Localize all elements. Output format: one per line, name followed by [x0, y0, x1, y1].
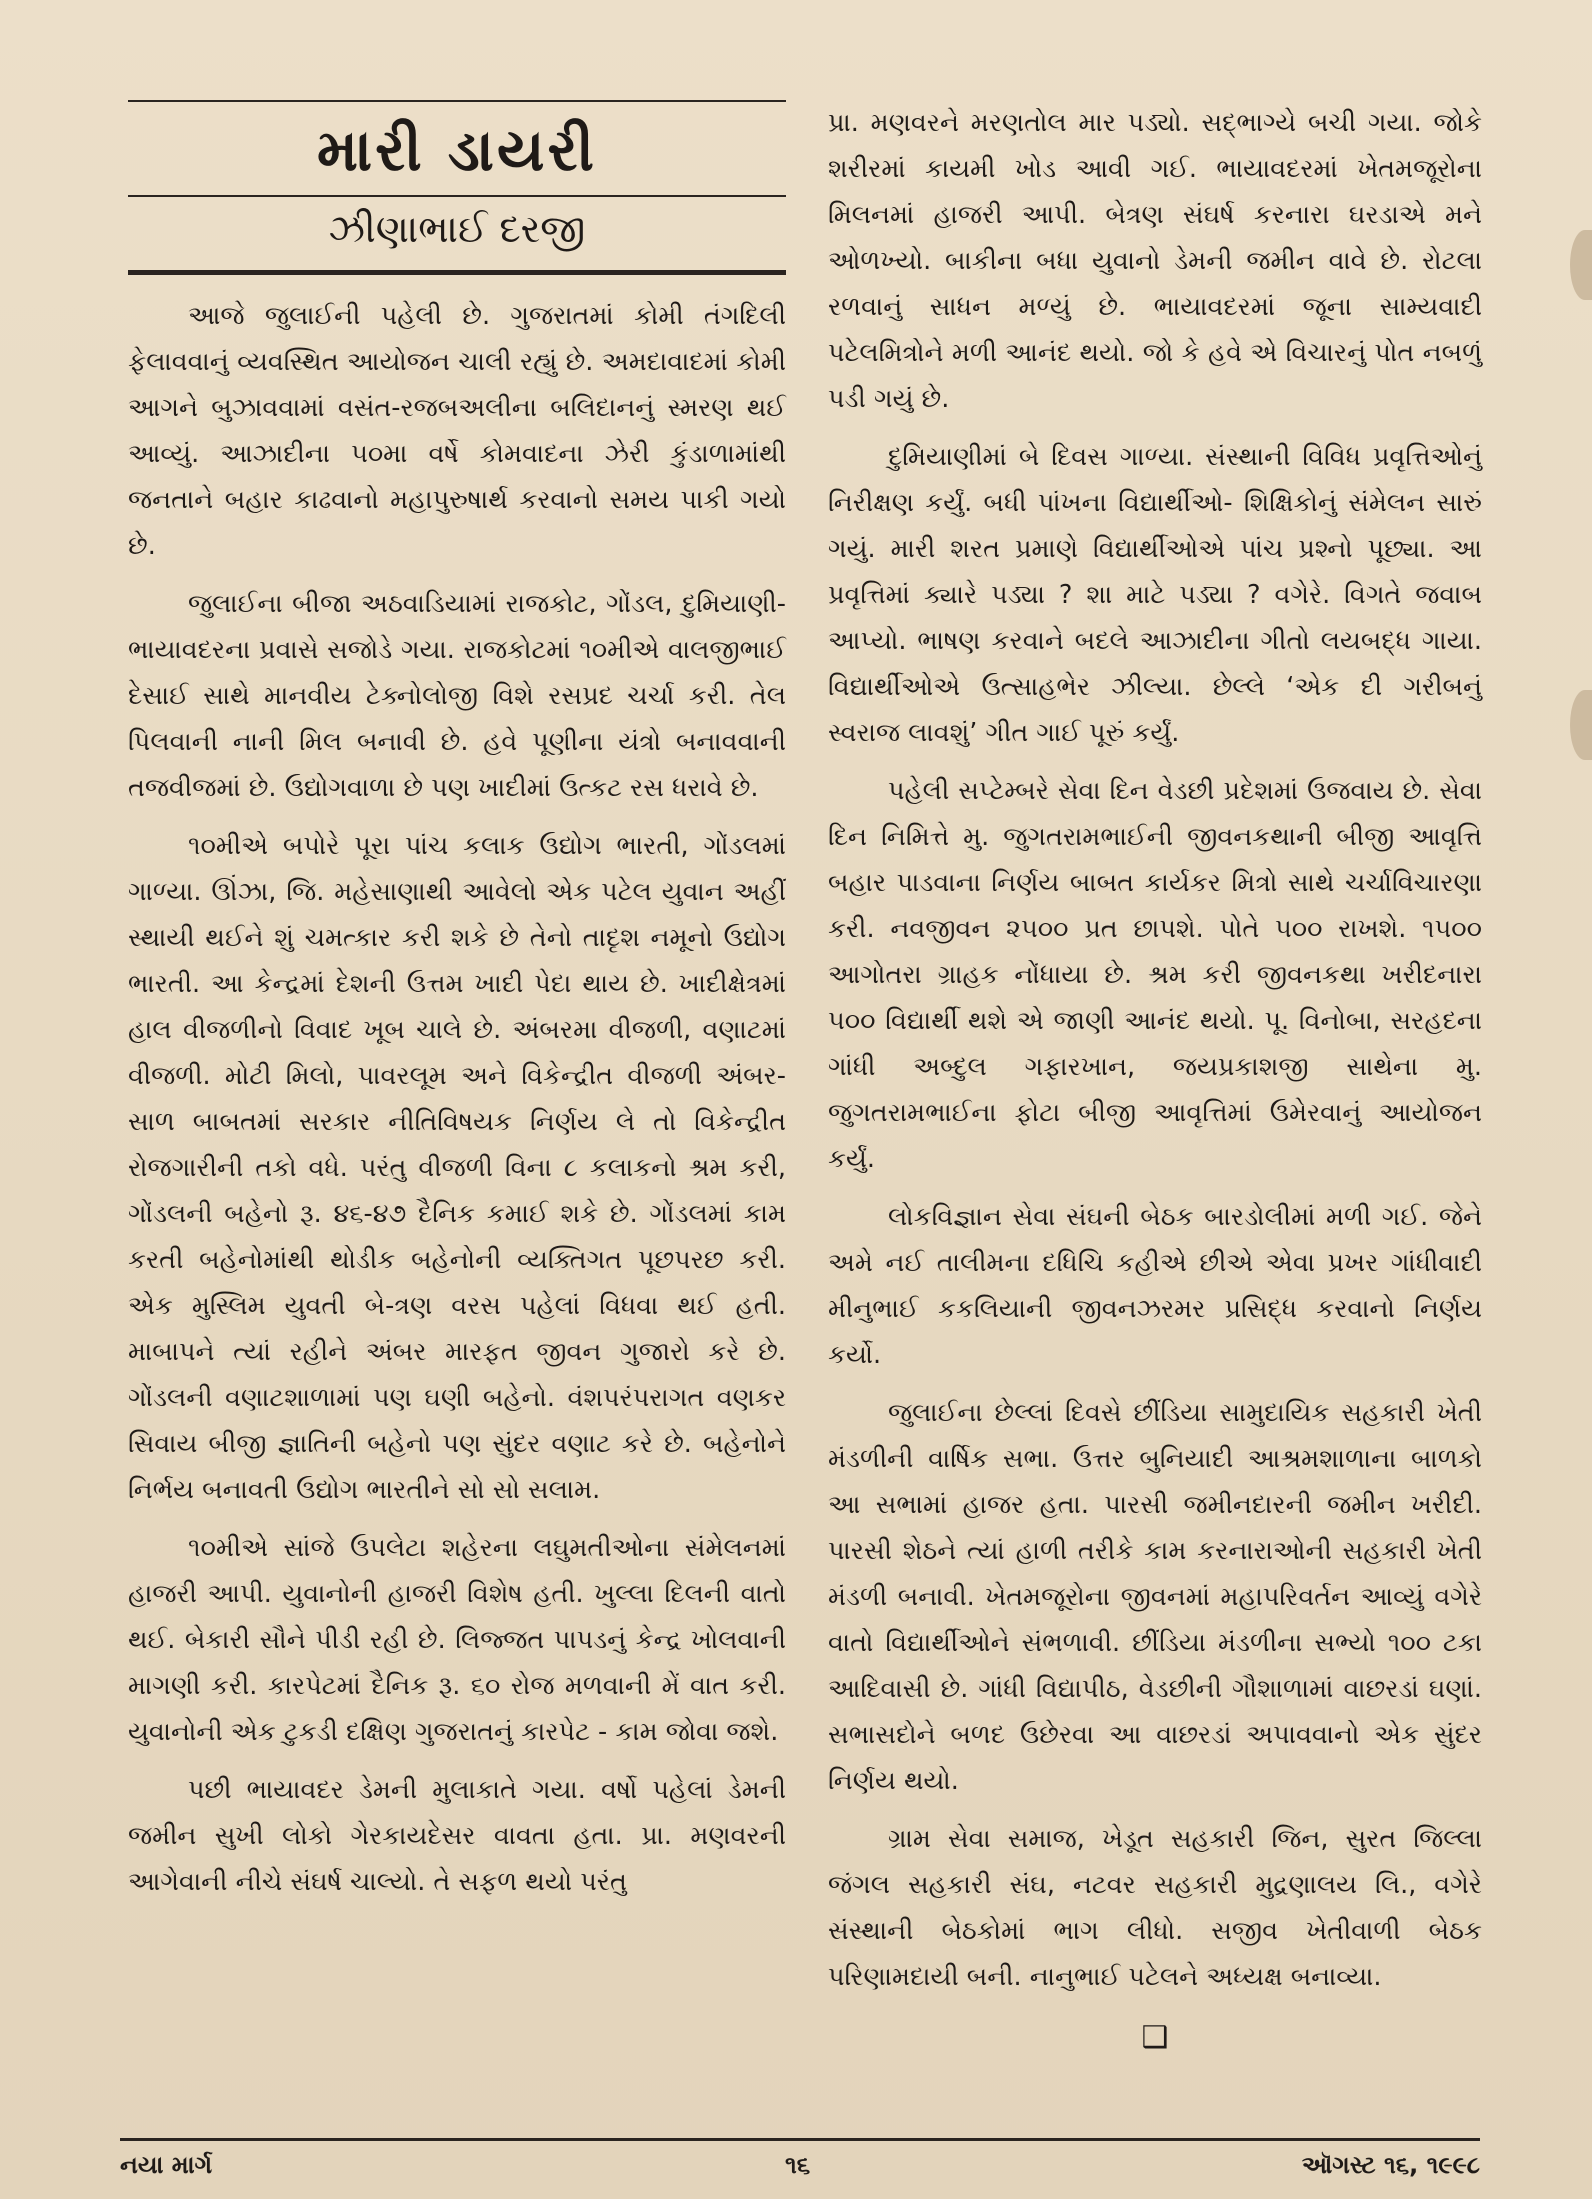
page-number: ૧૬ [785, 2151, 811, 2179]
paragraph: ગ્રામ સેવા સમાજ, ખેડૂત સહકારી જિન, સુરત જિલ્લા જંગલ સહકારી સંઘ, નટવર સહકારી મુદ્રણાલય લિ., વગેરે સંસ્થાની બેઠકોમાં ભાગ લીધો. સજીવ ખેતીવાળી બેઠક પરિણામદાયી બની. નાનુભાઈ પટેલને અધ્યક્ષ બનાવ્યા. [828, 1824, 1482, 1992]
paragraph: પહેલી સપ્ટેમ્બરે સેવા દિન વેડછી પ્રદેશમાં ઉજવાય છે. સેવા દિન નિમિત્તે મુ. જુગતરામભાઈની જીવનકથાની બીજી આવૃત્તિ બહાર પાડવાના નિર્ણય બાબત કાર્યકર મિત્રો સાથે ચર્ચાવિચારણા કરી. નવજીવન ૨૫૦૦ પ્રત છાપશે. પોતે ૫૦૦ રાખશે. ૧૫૦૦ આગોતરા ગ્રાહક નોંધાયા છે. શ્રમ કરી જીવનકથા ખરીદનારા ૫૦૦ વિદ્યાર્થી થશે એ જાણી આનંદ થયો. પૂ. વિનોબા, સરહદના ગાંધી અબ્દુલ ગફારખાન, જયપ્રકાશજી સાથેના મુ. જુગતરામભાઈના ફોટા બીજી આવૃત્તિમાં ઉમેરવાનું આયોજન કર્યું. [828, 776, 1482, 1174]
publication-name: નયા માર્ગ [120, 2151, 213, 2179]
paragraph: દુમિયાણીમાં બે દિવસ ગાળ્યા. સંસ્થાની વિવિધ પ્રવૃત્તિઓનું નિરીક્ષણ કર્યું. બધી પાંખના વિદ્યાર્થીઓ- શિક્ષિકોનું સંમેલન સારું ગયું. મારી શરત પ્રમાણે વિદ્યાર્થીઓએ પાંચ પ્રશ્નો પૂછ્યા. આ પ્રવૃત્તિમાં ક્યારે પડ્યા ? શા માટે પડ્યા ? વગેરે. વિગતે જવાબ આપ્યો. ભાષણ કરવાને બદલે આઝાદીના ગીતો લયબદ્ધ ગાયા. વિદ્યાર્થીઓએ ઉત્સાહભેર ઝીલ્યા. છેલ્લે ‘એક દી ગરીબનું સ્વરાજ લાવશું’ ગીત ગાઈ પૂરું કર્યું. [828, 442, 1482, 748]
paragraph: પ્રા. મણવરને મરણતોલ માર પડ્યો. સદ્ભાગ્યે બચી ગયા. જોકે શરીરમાં કાયમી ખોડ આવી ગઈ. ભાયાવદરમાં ખેતમજૂરોના મિલનમાં હાજરી આપી. બેત્રણ સંઘર્ષ કરનારા ઘરડાએ મને ઓળખ્યો. બાકીના બધા યુવાનો ડેમની જમીન વાવે છે. રોટલા રળવાનું સાધન મળ્યું છે. ભાયાવદરમાં જૂના સામ્યવાદી પટેલમિત્રોને મળી આનંદ થયો. જો કે હવે એ વિચારનું પોત નબળું પડી ગયું છે. [828, 108, 1482, 414]
page-footer [120, 2138, 1480, 2181]
author-name: ઝીણાભાઈ દરજી [328, 207, 586, 251]
paragraph: લોકવિજ્ઞાન સેવા સંઘની બેઠક બારડોલીમાં મળી ગઈ. જેને અમે નઈ તાલીમના દધિચિ કહીએ છીએ એવા પ્રખર ગાંધીવાદી મીનુભાઈ કકલિયાની જીવનઝરમર પ્રસિદ્ધ કરવાનો નિર્ણય કર્યો. [828, 1202, 1482, 1370]
page-tear-mark [1570, 690, 1592, 760]
left-column [128, 100, 786, 1917]
paragraph: પછી ભાયાવદર ડેમની મુલાકાતે ગયા. વર્ષો પહેલાં ડેમની જમીન સુખી લોકો ગેરકાયદેસર વાવતા હતા. પ્રા. મણવરની આગેવાની નીચે સંઘર્ષ ચાલ્યો. તે સફળ થયો પરંતુ [128, 1775, 786, 1897]
right-column [828, 100, 1482, 2055]
end-square-icon: ❑ [1141, 2020, 1169, 2055]
article-title: મારી ડાયરી [316, 116, 598, 184]
paragraph: ૧૦મીએ સાંજે ઉપલેટા શહેરના લઘુમતીઓના સંમેલનમાં હાજરી આપી. યુવાનોની હાજરી વિશેષ હતી. ખુલ્લા દિલની વાતો થઈ. બેકારી સૌને પીડી રહી છે. લિજ્જત પાપડનું કેન્દ્ર ખોલવાની માગણી કરી. કારપેટમાં દૈનિક રૂ. ૬૦ રોજ મળવાની મેં વાત કરી. યુવાનોની એક ટુકડી દક્ષિણ ગુજરાતનું કારપેટ - કામ જોવા જશે. [128, 1533, 786, 1747]
title-rule [128, 195, 786, 197]
paragraph: જુલાઈના બીજા અઠવાડિયામાં રાજકોટ, ગોંડલ, દુમિયાણી-ભાયાવદરના પ્રવાસે સજોડે ગયા. રાજકોટમાં ૧૦મીએ વાલજીભાઈ દેસાઈ સાથે માનવીય ટેક્નોલોજી વિશે રસપ્રદ ચર્ચા કરી. તેલ પિલવાની નાની મિલ બનાવી છે. હવે પૂણીના યંત્રો બનાવવાની તજવીજમાં છે. ઉદ્યોગવાળા છે પણ ખાદીમાં ઉત્કટ રસ ધરાવે છે. [128, 589, 786, 803]
author-rule [128, 270, 786, 275]
top-rule [128, 100, 786, 102]
issue-date: ઑગસ્ટ ૧૬, ૧૯૯૮ [1301, 2151, 1480, 2179]
page-tear-mark [1570, 230, 1592, 300]
paragraph: ૧૦મીએ બપોરે પૂરા પાંચ કલાક ઉદ્યોગ ભારતી, ગોંડલમાં ગાળ્યા. ઊંઝા, જિ. મહેસાણાથી આવેલો એક પટેલ યુવાન અહીં સ્થાયી થઈને શું ચમત્કાર કરી શકે છે તેનો તાદૃશ નમૂનો ઉદ્યોગ ભારતી. આ કેન્દ્રમાં દેશની ઉત્તમ ખાદી પેદા થાય છે. ખાદીક્ષેત્રમાં હાલ વીજળીનો વિવાદ ખૂબ ચાલે છે. અંબરમા વીજળી, વણાટમાં વીજળી. મોટી મિલો, પાવરલૂમ અને વિકેન્દ્રીત વીજળી અંબર-સાળ બાબતમાં સરકાર નીતિવિષયક નિર્ણય લે તો વિકેન્દ્રીત રોજગારીની તકો વધે. પરંતુ વીજળી વિના ૮ કલાકનો શ્રમ કરી, ગોંડલની બહેનો રૂ. ૪૬-૪૭ દૈનિક કમાઈ શકે છે. ગોંડલમાં કામ કરતી બહેનોમાંથી થોડીક બહેનોની વ્યક્તિગત પૂછપરછ કરી. એક મુસ્લિમ યુવતી બે-ત્રણ વરસ પહેલાં વિધવા થઈ હતી. માબાપને ત્યાં રહીને અંબર મારફત જીવન ગુજારો કરે છે. ગોંડલની વણાટશાળામાં પણ ઘણી બહેનો. વંશપરંપરાગત વણકર સિવાય બીજી જ્ઞાતિની બહેનો પણ સુંદર વણાટ કરે છે. બહેનોને નિર્ભય બનાવતી ઉદ્યોગ ભારતીને સો સો સલામ. [128, 831, 786, 1505]
paragraph: જુલાઈના છેલ્લાં દિવસે છીંડિયા સામુદાયિક સહકારી ખેતી મંડળીની વાર્ષિક સભા. ઉત્તર બુનિયાદી આશ્રમશાળાના બાળકો આ સભામાં હાજર હતા. પારસી જમીનદારની જમીન ખરીદી. પારસી શેઠને ત્યાં હાળી તરીકે કામ કરનારાઓની સહકારી ખેતી મંડળી બનાવી. ખેતમજૂરોના જીવનમાં મહાપરિવર્તન આવ્યું વગેરે વાતો વિદ્યાર્થીઓને સંભળાવી. છીંડિયા મંડળીના સભ્યો ૧૦૦ ટકા આદિવાસી છે. ગાંધી વિદ્યાપીઠ, વેડછીની ગૌશાળામાં વાછરડાં ઘણાં. સભાસદોને બળદ ઉછેરવા આ વાછરડાં અપાવવાનો એક સુંદર નિર્ણય થયો. [828, 1398, 1482, 1796]
paragraph: આજે જુલાઈની પહેલી છે. ગુજરાતમાં કોમી તંગદિલી ફેલાવવાનું વ્યવસ્થિત આયોજન ચાલી રહ્યું છે. અમદાવાદમાં કોમી આગને બુઝાવવામાં વસંત-રજબઅલીના બલિદાનનું સ્મરણ થઈ આવ્યું. આઝાદીના ૫૦મા વર્ષે કોમવાદના ઝેરી કુંડાળામાંથી જનતાને બહાર કાઢવાનો મહાપુરુષાર્થ કરવાનો સમય પાકી ગયો છે. [128, 301, 786, 561]
